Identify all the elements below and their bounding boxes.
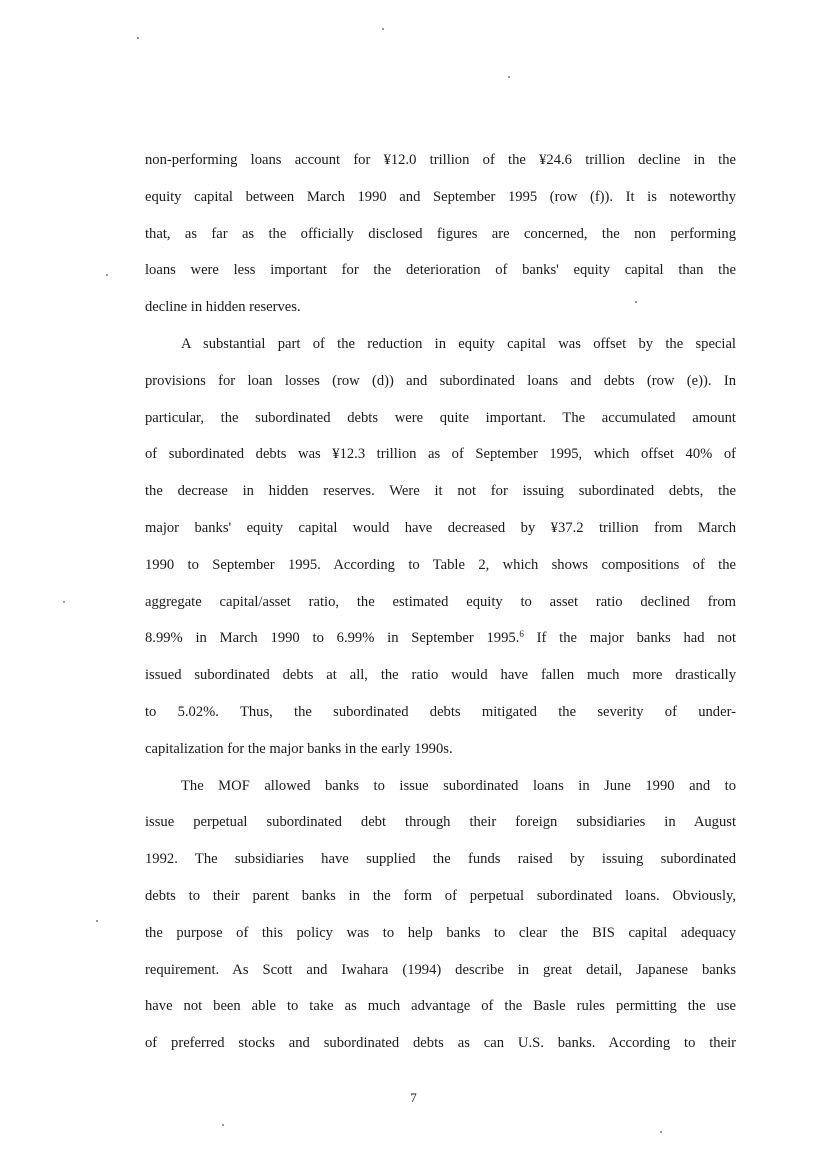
text-line: the purpose of this policy was to help banks to clear the BIS capital adequacy	[145, 924, 736, 941]
text-line: equity capital between March 1990 and September 1995 (row (f)). It is noteworthy	[145, 188, 736, 205]
text-line: issue perpetual subordinated debt through their foreign subsidiaries in August	[145, 814, 736, 831]
text-segment: 8.99% in March 1990 to 6.99% in September 1995.	[145, 630, 520, 647]
text-line: have not been able to take as much advantage of the Basle rules permitting the use	[145, 998, 736, 1015]
scan-speck	[96, 920, 98, 922]
text-line: to 5.02%. Thus, the subordinated debts mitigated the severity of under-	[145, 703, 736, 720]
body-text	[145, 150, 736, 1070]
text-line: major banks' equity capital would have decreased by ¥37.2 trillion from March	[145, 519, 736, 536]
text-line: 1992. The subsidiaries have supplied the funds raised by issuing subordinated	[145, 851, 736, 868]
scan-speck	[106, 274, 108, 276]
scan-speck	[508, 76, 510, 78]
text-line: The MOF allowed banks to issue subordinated loans in June 1990 and to	[181, 777, 736, 794]
text-segment: If the major banks had not	[523, 630, 737, 647]
text-line: of preferred stocks and subordinated debts as can U.S. banks. According to their	[145, 1035, 736, 1052]
scan-speck	[222, 1124, 224, 1126]
page-number: 7	[410, 1090, 417, 1105]
text-line: issued subordinated debts at all, the ratio would have fallen much more drastically	[145, 667, 736, 684]
text-line: requirement. As Scott and Iwahara (1994) describe in great detail, Japanese banks	[145, 961, 736, 978]
text-line: that, as far as the officially disclosed figures are concerned, the non performing	[145, 225, 736, 242]
text-line: decline in hidden reserves.	[145, 299, 301, 316]
footnote-marker[interactable]: 6	[519, 629, 524, 640]
text-line: of subordinated debts was ¥12.3 trillion as of September 1995, which offset 40% of	[145, 446, 736, 463]
text-line: provisions for loan losses (row (d)) and subordinated loans and debts (row (e)). In	[145, 372, 736, 389]
text-line: loans were less important for the deterioration of banks' equity capital than the	[145, 262, 736, 279]
text-line: capitalization for the major banks in the early 1990s.	[145, 740, 453, 757]
scan-speck	[137, 37, 139, 39]
text-line-with-footnote	[145, 628, 736, 665]
scan-speck	[660, 1131, 662, 1133]
scan-speck	[63, 601, 65, 603]
text-line: 1990 to September 1995. According to Table 2, which shows compositions of the	[145, 556, 736, 573]
text-line: debts to their parent banks in the form of perpetual subordinated loans. Obviously,	[145, 887, 736, 904]
text-line: particular, the subordinated debts were quite important. The accumulated amount	[145, 409, 736, 426]
text-line: non-performing loans account for ¥12.0 trillion of the ¥24.6 trillion decline in the	[145, 152, 736, 168]
scan-speck	[635, 301, 637, 303]
text-line: the decrease in hidden reserves. Were it not for issuing subordinated debts, the	[145, 483, 736, 500]
text-line: A substantial part of the reduction in equity capital was offset by the special	[181, 335, 736, 352]
scan-speck	[382, 28, 384, 30]
text-line: aggregate capital/asset ratio, the estimated equity to asset ratio declined from	[145, 593, 736, 610]
